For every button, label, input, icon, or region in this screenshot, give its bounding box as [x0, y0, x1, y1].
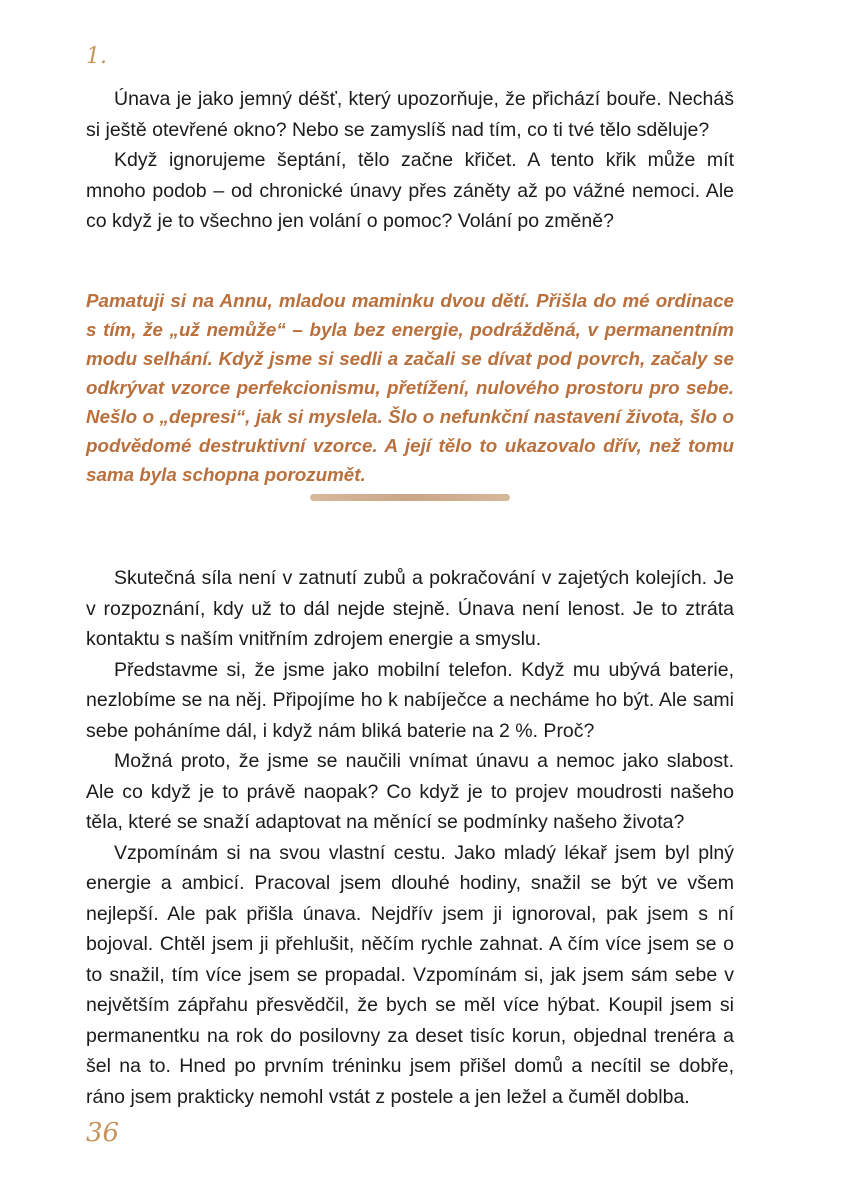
- brush-stroke-divider: [310, 494, 510, 501]
- intro-paragraph: Únava je jako jemný déšť, který upozorňuje, že přichází bouře. Necháš si ještě otevřené okno? Nebo se zamyslíš nad tím, co ti tvé tělo sděluje?: [86, 88, 734, 141]
- intro-section: [86, 84, 734, 237]
- body-paragraph: Představme si, že jsme jako mobilní telefon. Když mu ubývá baterie, nezlobíme se na něj. Připojíme ho k nabíječce a necháme ho být. Ale sami sebe poháníme dál, i když nám bliká baterie na 2 %. Proč?: [86, 658, 734, 742]
- case-story-quote: [86, 286, 734, 489]
- body-paragraph: Skutečná síla není v zatnutí zubů a pokračování v zajetých kolejích. Je v rozpoznání, kdy už to dál nejde stejně. Únava není lenost. Je to ztráta kontaktu s naším vnitřním zdrojem energie a smyslu.: [86, 567, 734, 650]
- intro-paragraph: Když ignorujeme šeptání, tělo začne křičet. A tento křik může mít mnoho podob – od chronické únavy přes záněty až po vážné nemoci. Ale co když je to všechno jen volání o pomoc? Volání po změně?: [86, 149, 734, 232]
- page-number: 36: [86, 1118, 120, 1148]
- body-paragraph: Vzpomínám si na svou vlastní cestu. Jako mladý lékař jsem byl plný energie a ambicí. Pracoval jsem dlouhé hodiny, snažil se být ve všem nejlepší. Ale pak přišla únava. Nejdřív jsem ji ignoroval, pak jsem s ní bojoval. Chtěl jsem ji přehlušit, něčím rychle zahnat. A čím více jsem se o to snažil, tím více jsem se propadal. Vzpomínám si, jak jsem sám sebe v největším zápřahu přesvědčil, že bych se měl více hýbat. Koupil jsem si permanentku na rok do posilovny za deset tisíc korun, objednal trenéra a šel na to. Hned po prvním tréninku jsem přišel domů a necítil se dobře, ráno jsem prakticky nemohl vstát z postele a jen ležel a čuměl doblba.: [86, 841, 734, 1108]
- body-paragraph: Možná proto, že jsme se naučili vnímat únavu a nemoc jako slabost. Ale co když je to právě naopak? Co když je to projev moudrosti našeho těla, které se snaží adaptovat na měnící se podmínky našeho života?: [86, 750, 734, 833]
- chapter-number: 1.: [86, 44, 107, 69]
- case-story-text: Pamatuji si na Annu, mladou maminku dvou dětí. Přišla do mé ordinace s tím, že „už nemůže“ – byla bez energie, podrážděná, v permanentním modu selhání. Když jsme si sedli a začali se dívat pod povrch, začaly se odkrývat vzorce perfekcionismu, přetížení, nulového prostoru pro sebe. Nešlo o „depresi“, jak si myslela. Šlo o nefunkční nastavení života, šlo o podvědomé destruktivní vzorce. A její tělo to ukazovalo dřív, než tomu sama byla schopna porozumět.: [86, 290, 734, 485]
- main-text-section: [86, 563, 734, 1112]
